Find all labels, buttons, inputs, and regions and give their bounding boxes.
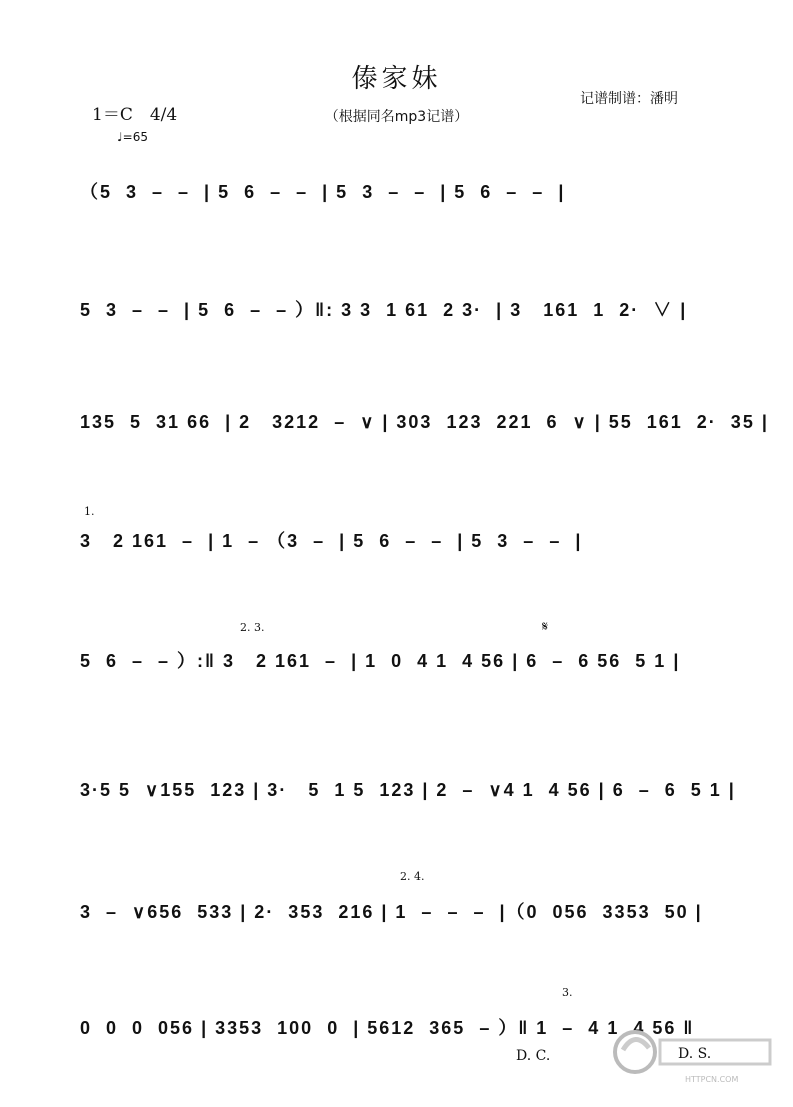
notation-text: 3 – ∨656 533 | 2· 353 216 | 1 – – – |（0 056 3353 50 | <box>80 902 703 922</box>
notation-text: 135 5 31 66 | 2 3212 – ∨ | 303 123 221 6 ∨ | 55 161 2· 35 | <box>80 412 769 432</box>
score-line-2 <box>0 296 793 366</box>
score-line-5 <box>0 619 793 717</box>
score-line-4 <box>0 505 793 597</box>
ds-marking: D. S. <box>678 1046 712 1062</box>
volta-3: 3. <box>562 986 573 999</box>
score-title: 傣家妹 <box>351 64 442 94</box>
dc-marking: D. C. <box>516 1048 551 1064</box>
segno-sign: 𝄋 <box>542 619 549 635</box>
watermark-text: HTTPCN.COM <box>685 1075 739 1084</box>
notation-text: 0 0 0 056 | 3353 100 0 | 5612 365 – ）‖ 1 – 4 1 4 56 ‖ <box>80 1018 695 1038</box>
notation-text: 3 2 161 – | 1 – （3 – | 5 6 – – | 5 3 – – | <box>80 531 583 551</box>
score-line-3 <box>0 412 793 482</box>
key-signature: 1＝C 4/4 <box>92 105 178 125</box>
notation-text: 5 3 – – | 5 6 – – ）‖: 3 3 1 61 2 3· | 3 161 1 2· ∨ | <box>80 300 688 320</box>
score-line-1 <box>0 178 793 248</box>
volta-2-4: 2. 4. <box>400 870 425 883</box>
score-credit: 记谱制谱：潘明 <box>580 91 678 107</box>
notation-text: 3·5 5 ∨155 123 | 3· 5 1 5 123 | 2 – ∨4 1 4 56 | 6 – 6 5 1 | <box>80 780 736 800</box>
score-line-7 <box>0 870 793 968</box>
watermark-logo-icon <box>605 1020 785 1090</box>
notation-text: （5 3 – – | 5 6 – – | 5 3 – – | 5 6 – – | <box>80 182 566 202</box>
tempo-marking: ♩=65 <box>117 130 148 144</box>
score-line-6 <box>0 780 793 850</box>
notation-text: 5 6 – – ）:‖ 3 2 161 – | 1 0 4 1 4 56 | 6 – 6 56 5 1 | <box>80 651 681 671</box>
volta-2-3: 2. 3. <box>240 621 265 634</box>
score-subtitle: （根据同名mp3记谱） <box>324 109 469 125</box>
volta-1: 1. <box>84 505 95 518</box>
